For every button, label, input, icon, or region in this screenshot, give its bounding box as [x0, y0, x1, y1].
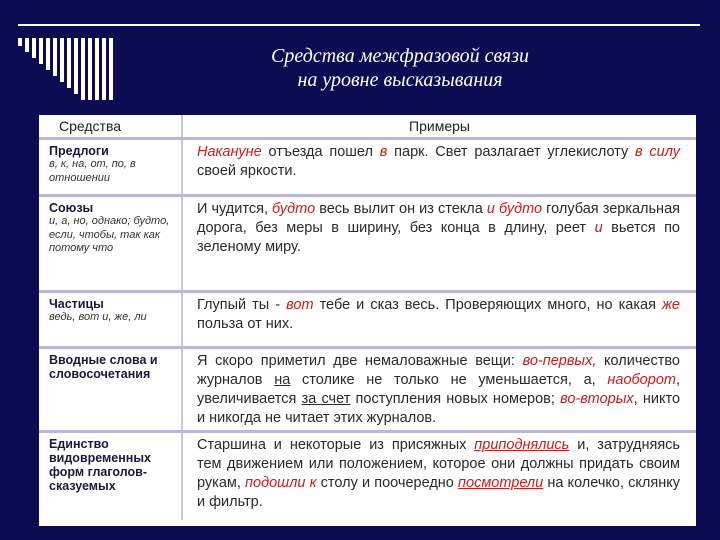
highlighted-word: же — [661, 297, 680, 313]
category-name: Союзы — [49, 201, 94, 215]
category-name: Предлоги — [49, 144, 109, 158]
means-table — [39, 115, 696, 526]
highlighted-word: в — [379, 144, 388, 160]
text-segment: вьется по зеленому миру. — [197, 220, 680, 255]
highlighted-word: вот — [286, 297, 314, 313]
text-segment: тебе и сказ весь. Проверяющих много, но какая — [313, 297, 662, 313]
highlighted-word: во-вторых — [560, 391, 634, 407]
text-segment: Я скоро приметил две немаловажные вещи: — [197, 353, 523, 369]
text-segment: поступления новых номеров; — [350, 391, 561, 407]
header-means: Средства — [39, 115, 182, 139]
table-row — [39, 139, 696, 196]
table-row — [39, 196, 696, 292]
text-segment: И чудится, — [197, 201, 273, 217]
table-row — [39, 348, 696, 432]
category-cell — [39, 196, 182, 292]
title-line-1: Средства межфразовой связи — [271, 45, 529, 67]
text-segment: на колечко, склянку и фильтр. — [197, 475, 681, 510]
text-segment: , увеличивается — [197, 372, 680, 407]
category-name: Вводные слова и словосочетания — [49, 353, 158, 381]
text-segment: Глупый ты - — [197, 297, 287, 313]
example-text — [182, 292, 696, 348]
highlighted-word: посмотрели — [458, 475, 544, 491]
category-cell — [39, 348, 182, 432]
text-segment: парк. Свет разлагает углекислоту — [387, 144, 636, 160]
text-segment: количество журналов — [197, 353, 680, 388]
header-examples: Примеры — [182, 115, 696, 139]
highlighted-word: в силу — [635, 144, 680, 160]
text-segment: отъезда пошел — [261, 144, 380, 160]
category-cell — [39, 432, 182, 520]
table-row — [39, 292, 696, 348]
table-row — [39, 432, 696, 520]
highlighted-word: и — [594, 220, 603, 236]
category-name: Частицы — [49, 297, 104, 311]
table-header-row — [39, 115, 696, 139]
highlighted-word: во-первых, — [522, 353, 597, 369]
title-line-2: на уровне высказывания — [297, 69, 503, 91]
text-segment: столу и поочередно — [316, 475, 459, 491]
highlighted-word: за счет — [301, 391, 351, 407]
example-text — [182, 139, 696, 196]
text-segment: голубая зеркальная дорога, без меры в ширину, без конца в длину, реет — [197, 201, 680, 236]
category-name: Единство видовременных форм глаголов-сказуемых — [49, 437, 151, 493]
text-segment: польза от них. — [197, 316, 294, 332]
highlighted-word: и будто — [486, 201, 543, 217]
highlighted-word: будто — [272, 201, 316, 217]
example-text — [182, 432, 696, 520]
category-cell — [39, 292, 182, 348]
category-cell — [39, 139, 182, 196]
highlighted-word: приподнялись — [474, 437, 570, 453]
text-segment: , никто и никогда не читает этих журналов. — [197, 391, 681, 426]
slide-title — [150, 44, 650, 92]
text-segment: и, затрудняясь тем движением или положением, которое они должны придать своим рукам, — [197, 437, 680, 491]
text-segment: столике не только не уменьшается, а, — [290, 372, 608, 388]
text-segment: весь вылит он из стекла — [315, 201, 487, 217]
category-examples: в, к, на, от, по, в отношении — [49, 158, 136, 184]
category-examples: ведь, вот и, же, ли — [49, 311, 147, 323]
category-examples: и, а, но, однако; будто, если, чтобы, так как потому что — [49, 215, 170, 254]
example-text — [182, 196, 696, 292]
text-segment: Старшина и некоторые из присяжных — [197, 437, 475, 453]
highlighted-word: на — [274, 372, 291, 388]
example-text — [182, 348, 696, 432]
text-segment: своей яркости. — [197, 163, 297, 179]
highlighted-word: наоборот — [607, 372, 676, 388]
highlighted-word: подошли к — [245, 475, 317, 491]
highlighted-word: Накануне — [197, 144, 262, 160]
